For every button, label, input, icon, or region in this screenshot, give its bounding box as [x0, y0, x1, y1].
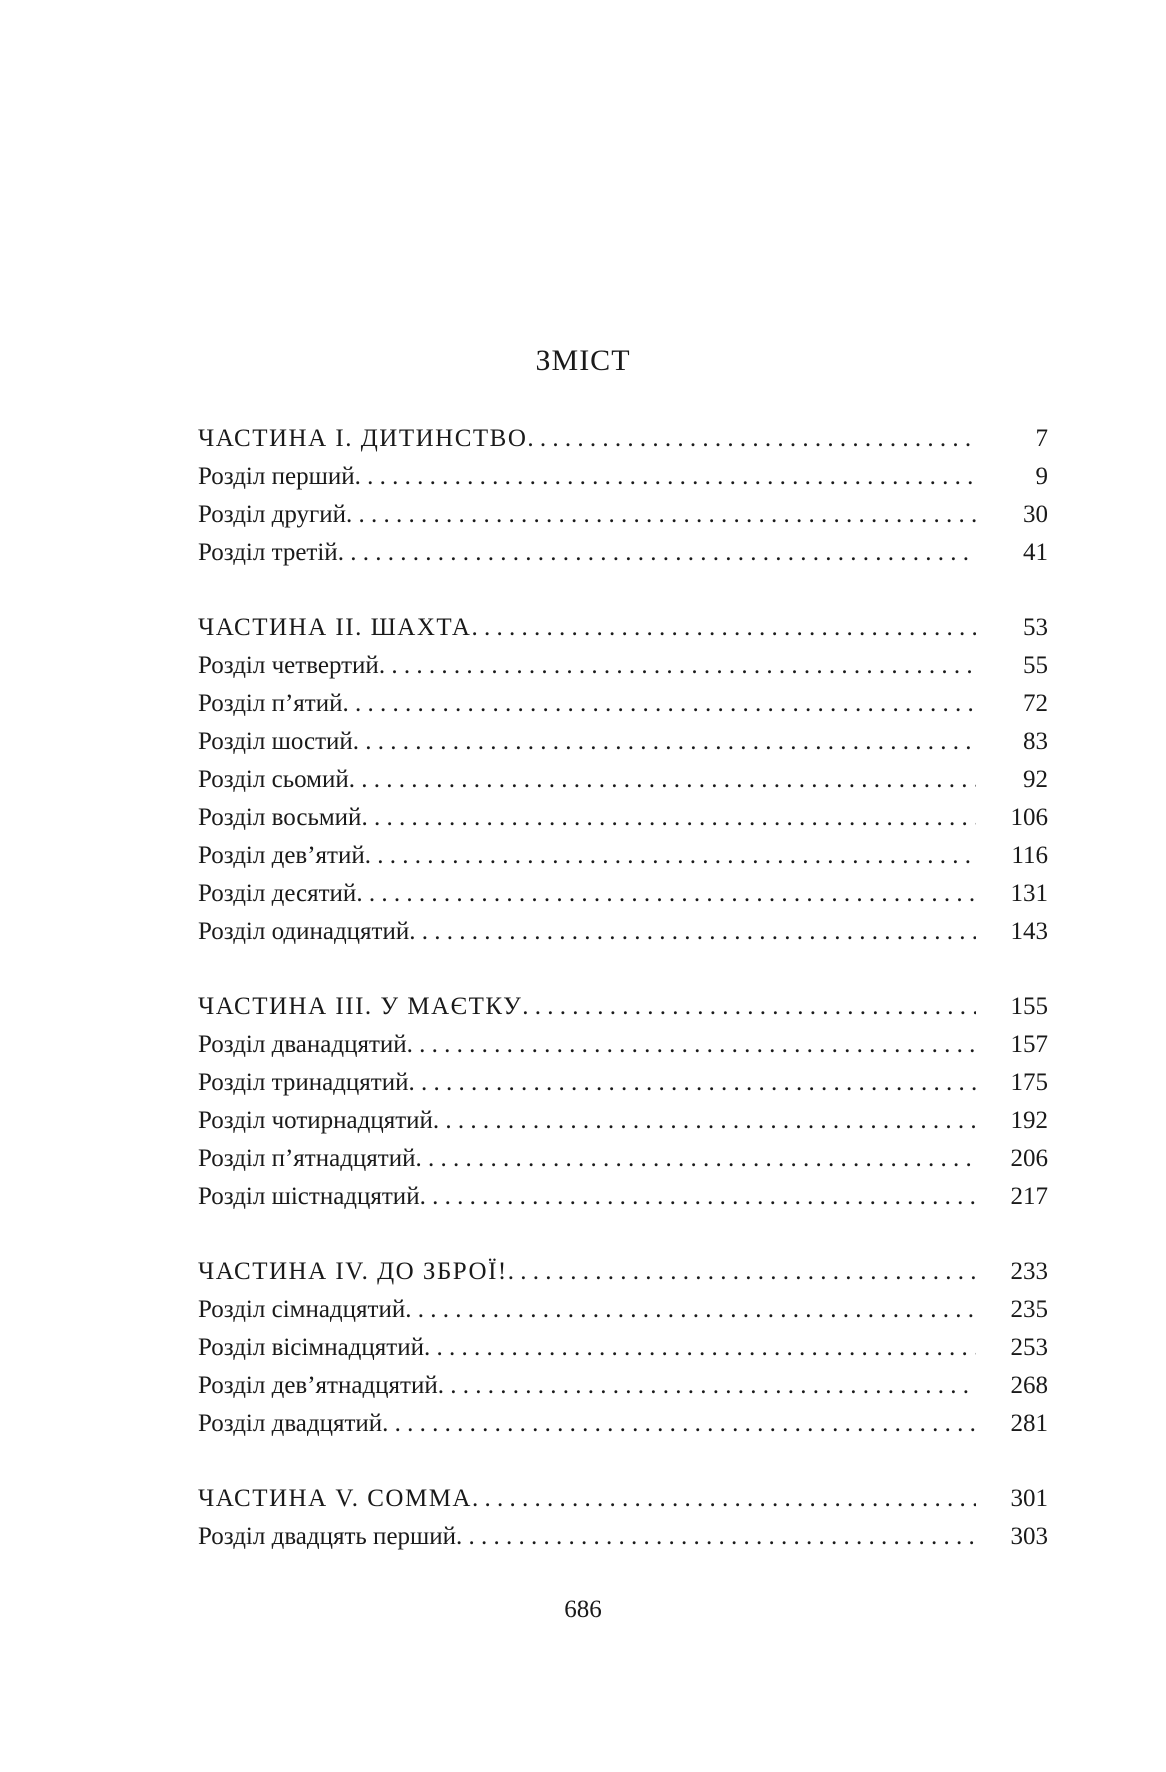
toc-page-number: 55	[1023, 652, 1048, 679]
toc-entry-label: Розділ шістнадцятий	[198, 1183, 420, 1210]
toc-chapter-entry[interactable]	[198, 1178, 1048, 1216]
toc-page-number: 192	[1010, 1107, 1048, 1134]
toc-page-number: 72	[1023, 690, 1048, 717]
toc-entry-label: Розділ дев’ятий	[198, 842, 365, 869]
toc-leader-dots	[415, 1140, 976, 1178]
toc-entry-label: ЧАСТИНА ІІ. ШАХТА	[198, 614, 472, 641]
toc-leader-dots	[471, 609, 976, 647]
toc-leader-dots	[365, 837, 976, 875]
toc-chapter-entry[interactable]	[198, 1518, 1048, 1556]
toc-leader-dots	[527, 420, 976, 458]
toc-page-number: 217	[1010, 1183, 1048, 1210]
toc-entry-label: Розділ п’ятий	[198, 690, 343, 717]
toc-part-4	[198, 1253, 1048, 1443]
toc-chapter-entry[interactable]	[198, 799, 1048, 837]
toc-part-heading[interactable]	[198, 1253, 1048, 1291]
toc-leader-dots	[338, 534, 976, 572]
toc-page-number: 131	[1010, 880, 1048, 907]
toc-leader-dots	[355, 458, 976, 496]
toc-entry-label: Розділ восьмий	[198, 804, 362, 831]
toc-entry-label: Розділ п’ятнадцятий	[198, 1145, 416, 1172]
toc-entry-label: Розділ третій	[198, 539, 338, 566]
toc-page-number: 83	[1023, 728, 1048, 755]
toc-chapter-entry[interactable]	[198, 761, 1048, 799]
toc-entry-label: Розділ одинадцятий	[198, 918, 410, 945]
toc-leader-dots	[361, 799, 976, 837]
toc-entry-label: ЧАСТИНА ІІІ. У МАЄТКУ	[198, 993, 523, 1020]
toc-page-number: 253	[1010, 1334, 1048, 1361]
toc-page-number: 301	[1010, 1485, 1048, 1512]
toc-page-number: 155	[1010, 993, 1048, 1020]
toc-leader-dots	[379, 647, 976, 685]
toc-leader-dots	[408, 1064, 976, 1102]
toc-leader-dots	[407, 1026, 976, 1064]
toc-leader-dots	[424, 1329, 976, 1367]
toc-chapter-entry[interactable]	[198, 685, 1048, 723]
toc-chapter-entry[interactable]	[198, 458, 1048, 496]
toc-entry-label: Розділ шостий	[198, 728, 353, 755]
toc-page-number: 9	[1035, 463, 1048, 490]
toc-leader-dots	[342, 685, 976, 723]
table-of-contents	[198, 420, 1048, 1593]
toc-part-3	[198, 988, 1048, 1216]
page-title: ЗМІСТ	[535, 344, 631, 377]
toc-entry-label: Розділ дванадцятий	[198, 1031, 407, 1058]
toc-chapter-entry[interactable]	[198, 1367, 1048, 1405]
toc-page-number: 53	[1023, 614, 1048, 641]
toc-leader-dots	[456, 1518, 976, 1556]
toc-leader-dots	[356, 875, 976, 913]
toc-page-number: 206	[1010, 1145, 1048, 1172]
toc-leader-dots	[508, 1253, 976, 1291]
toc-entry-label: Розділ чотирнадцятий	[198, 1107, 433, 1134]
toc-entry-label: Розділ другий	[198, 501, 346, 528]
toc-chapter-entry[interactable]	[198, 875, 1048, 913]
toc-part-heading[interactable]	[198, 1480, 1048, 1518]
page-number-footer: 686	[564, 1596, 602, 1623]
toc-page-number: 30	[1023, 501, 1048, 528]
toc-leader-dots	[349, 761, 976, 799]
toc-page-number: 235	[1010, 1296, 1048, 1323]
toc-chapter-entry[interactable]	[198, 647, 1048, 685]
toc-chapter-entry[interactable]	[198, 1291, 1048, 1329]
toc-entry-label: Розділ тринадцятий	[198, 1069, 409, 1096]
toc-chapter-entry[interactable]	[198, 837, 1048, 875]
toc-leader-dots	[522, 988, 976, 1026]
toc-part-1	[198, 420, 1048, 572]
toc-part-heading[interactable]	[198, 988, 1048, 1026]
toc-part-2	[198, 609, 1048, 951]
toc-chapter-entry[interactable]	[198, 723, 1048, 761]
toc-chapter-entry[interactable]	[198, 1026, 1048, 1064]
toc-page-number: 233	[1010, 1258, 1048, 1285]
toc-chapter-entry[interactable]	[198, 1405, 1048, 1443]
toc-entry-label: Розділ двадцять перший	[198, 1523, 457, 1550]
toc-page-number: 7	[1035, 425, 1048, 452]
toc-page-number: 157	[1010, 1031, 1048, 1058]
toc-page-number: 175	[1010, 1069, 1048, 1096]
toc-leader-dots	[409, 913, 976, 951]
toc-page-number: 92	[1023, 766, 1048, 793]
toc-entry-label: Розділ десятий	[198, 880, 357, 907]
toc-entry-label: Розділ вісімнадцятий	[198, 1334, 424, 1361]
toc-leader-dots	[353, 723, 976, 761]
toc-page-number: 116	[1011, 842, 1048, 869]
toc-leader-dots	[472, 1480, 976, 1518]
toc-page-number: 303	[1010, 1523, 1048, 1550]
toc-leader-dots	[420, 1178, 976, 1216]
toc-entry-label: Розділ двадцятий	[198, 1410, 383, 1437]
toc-entry-label: Розділ четвертий	[198, 652, 379, 679]
toc-chapter-entry[interactable]	[198, 1064, 1048, 1102]
toc-leader-dots	[438, 1367, 976, 1405]
toc-page-number: 268	[1010, 1372, 1048, 1399]
toc-leader-dots	[346, 496, 976, 534]
toc-page-number: 41	[1023, 539, 1048, 566]
toc-entry-label: Розділ дев’ятнадцятий	[198, 1372, 438, 1399]
toc-chapter-entry[interactable]	[198, 534, 1048, 572]
toc-chapter-entry[interactable]	[198, 1102, 1048, 1140]
toc-entry-label: Розділ сімнадцятий	[198, 1296, 406, 1323]
toc-entry-label: Розділ сьомий	[198, 766, 349, 793]
toc-page-number: 106	[1010, 804, 1048, 831]
toc-part-5	[198, 1480, 1048, 1556]
toc-part-heading[interactable]	[198, 420, 1048, 458]
toc-entry-label: Розділ перший	[198, 463, 355, 490]
toc-entry-label: ЧАСТИНА І. ДИТИНСТВО	[198, 425, 528, 452]
toc-entry-label: ЧАСТИНА V. COMMA	[198, 1485, 472, 1512]
toc-chapter-entry[interactable]	[198, 1329, 1048, 1367]
toc-chapter-entry[interactable]	[198, 913, 1048, 951]
toc-leader-dots	[382, 1405, 976, 1443]
toc-part-heading[interactable]	[198, 609, 1048, 647]
toc-chapter-entry[interactable]	[198, 496, 1048, 534]
toc-leader-dots	[433, 1102, 976, 1140]
toc-page-number: 281	[1010, 1410, 1048, 1437]
toc-leader-dots	[405, 1291, 976, 1329]
toc-entry-label: ЧАСТИНА IV. ДО ЗБРОЇ!	[198, 1258, 508, 1285]
toc-page-number: 143	[1010, 918, 1048, 945]
toc-chapter-entry[interactable]	[198, 1140, 1048, 1178]
